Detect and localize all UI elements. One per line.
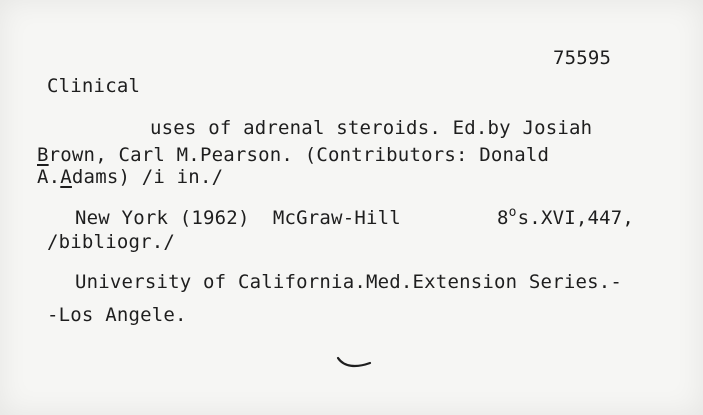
format-pagination: s.XVI,447, — [517, 207, 635, 229]
authors-line-2 — [37, 166, 223, 188]
authors-line-1 — [37, 144, 549, 166]
series-line-2: -Los Angele. — [47, 304, 187, 326]
pen-stroke-mark — [336, 355, 372, 371]
accession-number: 75595 — [553, 47, 612, 69]
imprint-format — [497, 207, 634, 232]
imprint-place-year-publisher: New York (1962) McGraw-Hill — [75, 207, 401, 229]
format-superscript: o — [508, 205, 517, 220]
underlined-initial: A — [60, 166, 72, 188]
authors-line-1-text: rown, Carl M.Pearson. (Contributors: Donald — [48, 144, 550, 166]
bibliography-note: /bibliogr./ — [47, 231, 176, 253]
underlined-initial: B — [37, 144, 49, 166]
format-number: 8 — [497, 207, 509, 229]
authors-line-2-prefix: A. — [37, 166, 61, 188]
series-line-1: University of California.Med.Extension Series.- — [75, 271, 623, 293]
authors-line-2-text: dams) /i in./ — [71, 166, 224, 188]
card-heading: Clinical — [47, 75, 141, 97]
title-line: uses of adrenal steroids. Ed.by Josiah — [150, 117, 593, 139]
